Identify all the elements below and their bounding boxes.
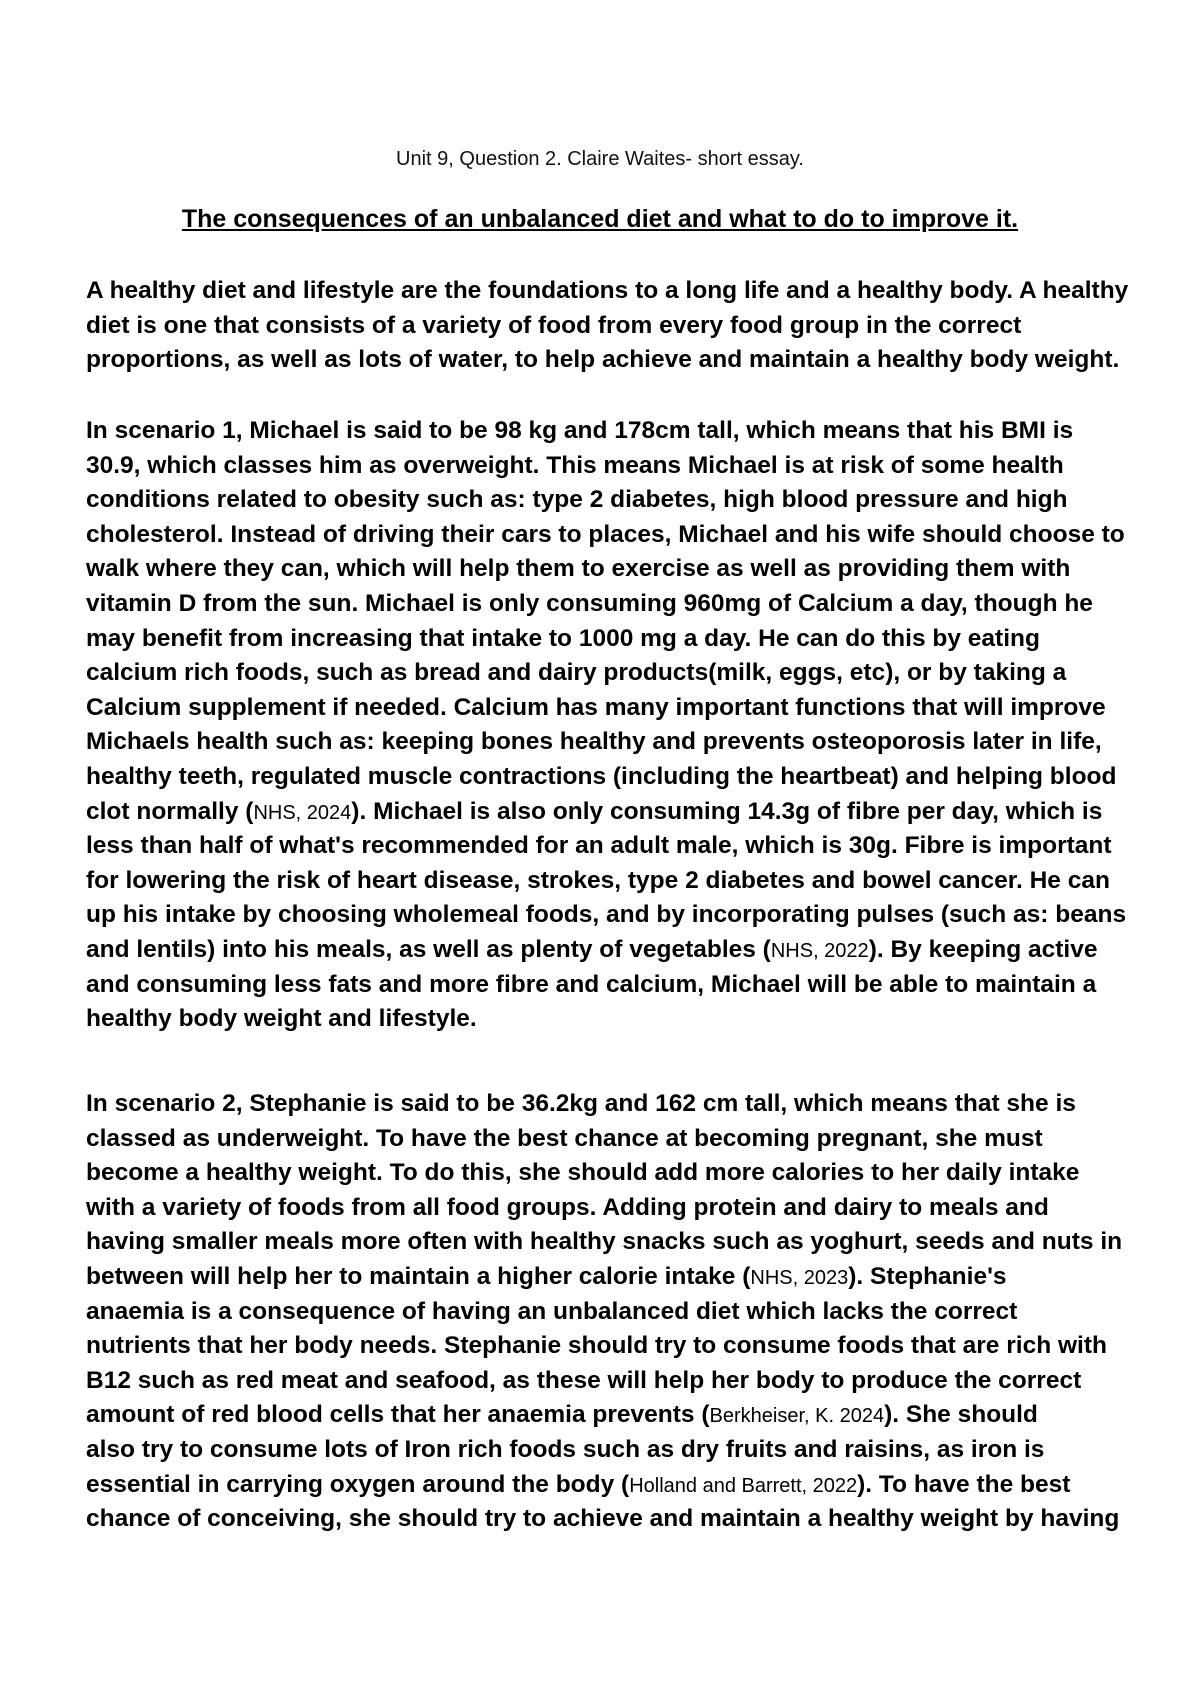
text-segment: diet is one that consists of a variety of food from every food group in the correct — [86, 311, 1022, 339]
text-segment: may benefit from increasing that intake to 1000 mg a day. He can do this by eating — [86, 624, 1040, 652]
text-segment: clot normally ( — [86, 797, 254, 825]
text-segment: essential in carrying oxygen around the body ( — [86, 1470, 630, 1498]
text-segment: cholesterol. Instead of driving their cars to places, Michael and his wife should choose to — [86, 520, 1125, 548]
text-line — [86, 587, 1146, 622]
text-segment: having smaller meals more often with healthy snacks such as yoghurt, seeds and nuts in — [86, 1228, 1123, 1256]
paragraph-scenario-2 — [86, 1087, 1146, 1537]
text-line — [86, 1087, 1146, 1122]
text-segment: with a variety of foods from all food groups. Adding protein and dairy to meals and — [86, 1193, 1049, 1221]
text-segment: ). By keeping active — [868, 935, 1098, 963]
text-segment: amount of red blood cells that her anaemia prevents ( — [86, 1401, 710, 1429]
text-segment: less than half of what's recommended for an adult male, which is 30g. Fibre is important — [86, 832, 1112, 860]
text-line — [86, 1002, 1146, 1037]
text-line — [86, 968, 1146, 1003]
citation: NHS, 2023 — [750, 1266, 849, 1289]
text-segment: Michaels health such as: keeping bones healthy and prevents osteoporosis later in life, — [86, 728, 1102, 756]
text-segment: walk where they can, which will help them to exercise as well as providing them with — [86, 555, 1071, 583]
text-line — [86, 760, 1146, 795]
text-line — [86, 725, 1146, 760]
text-line — [86, 795, 1146, 830]
text-segment: for lowering the risk of heart disease, strokes, type 2 diabetes and bowel cancer. He can — [86, 866, 1110, 894]
text-line — [86, 518, 1146, 553]
text-segment: between will help her to maintain a higher calorie intake ( — [86, 1262, 751, 1290]
text-segment: ). She should — [884, 1401, 1038, 1429]
text-segment: anaemia is a consequence of having an unbalanced diet which lacks the correct — [86, 1297, 1018, 1325]
text-segment: up his intake by choosing wholemeal foods, and by incorporating pulses (such as: beans — [86, 901, 1127, 929]
text-segment: calcium rich foods, such as bread and dairy products(milk, eggs, etc), or by taking a — [86, 659, 1067, 687]
essay-title: The consequences of an unbalanced diet and what to do to improve it. — [181, 205, 1019, 233]
citation: NHS, 2024 — [253, 801, 352, 824]
text-segment: and consuming less fats and more fibre and calcium, Michael will be able to maintain a — [86, 970, 1097, 998]
text-line — [86, 1364, 1146, 1399]
paragraph-intro — [86, 274, 1146, 378]
text-segment: A healthy diet and lifestyle are the foundations to a long life and a healthy body. A healthy — [86, 277, 1129, 304]
text-line — [86, 449, 1146, 484]
text-line — [86, 898, 1146, 933]
text-line — [86, 274, 1146, 309]
text-segment: vitamin D from the sun. Michael is only consuming 960mg of Calcium a day, though he — [86, 589, 1093, 617]
text-segment: also try to consume lots of Iron rich foods such as dry fruits and raisins, as iron is — [86, 1435, 1045, 1463]
text-segment: healthy body weight and lifestyle. — [86, 1005, 477, 1033]
text-line — [86, 1468, 1146, 1503]
citation: Holland and Barrett, 2022 — [629, 1474, 858, 1497]
text-line — [86, 414, 1146, 449]
text-line — [86, 483, 1146, 518]
text-segment: B12 such as red meat and seafood, as these will help her body to produce the correct — [86, 1366, 1082, 1394]
text-line — [86, 1225, 1146, 1260]
text-line — [86, 933, 1146, 968]
text-segment: In scenario 1, Michael is said to be 98 kg and 178cm tall, which means that his BMI is — [86, 417, 1074, 444]
text-segment: ). To have the best — [857, 1470, 1071, 1498]
text-segment: ). Stephanie's — [848, 1262, 1007, 1290]
text-line — [86, 552, 1146, 587]
text-line — [86, 829, 1146, 864]
text-line — [86, 656, 1146, 691]
citation: NHS, 2022 — [770, 939, 869, 962]
paragraph-scenario-1 — [86, 414, 1146, 1037]
text-line — [86, 622, 1146, 657]
text-segment: classed as underweight. To have the best chance at becoming pregnant, she must — [86, 1124, 1043, 1152]
text-line — [86, 1295, 1146, 1330]
text-line — [86, 1191, 1146, 1226]
text-line — [86, 691, 1146, 726]
text-line — [86, 1329, 1146, 1364]
text-line — [86, 1502, 1146, 1537]
text-segment: nutrients that her body needs. Stephanie should try to consume foods that are rich with — [86, 1332, 1107, 1360]
text-segment: chance of conceiving, she should try to achieve and maintain a healthy weight by having — [86, 1505, 1120, 1533]
text-line — [86, 309, 1146, 344]
text-segment: ). Michael is also only consuming 14.3g of fibre per day, which is — [351, 797, 1103, 825]
text-line — [86, 1398, 1146, 1433]
text-segment: healthy teeth, regulated muscle contractions (including the heartbeat) and helping blood — [86, 762, 1117, 790]
citation: Berkheiser, K. 2024 — [709, 1405, 885, 1428]
document-subtitle: Unit 9, Question 2. Claire Waites- short essay. — [396, 148, 804, 170]
text-segment: proportions, as well as lots of water, to help achieve and maintain a healthy body weight. — [86, 346, 1120, 374]
text-segment: conditions related to obesity such as: type 2 diabetes, high blood pressure and high — [86, 486, 1068, 514]
text-line — [86, 1156, 1146, 1191]
text-line — [86, 343, 1146, 378]
text-segment: In scenario 2, Stephanie is said to be 36.2kg and 162 cm tall, which means that she is — [86, 1090, 1076, 1117]
text-line — [86, 1122, 1146, 1157]
text-segment: become a healthy weight. To do this, she should add more calories to her daily intake — [86, 1159, 1080, 1187]
text-line — [86, 864, 1146, 899]
text-line — [86, 1433, 1146, 1468]
text-line — [86, 1260, 1146, 1295]
text-segment: 30.9, which classes him as overweight. This means Michael is at risk of some health — [86, 451, 1064, 479]
text-segment: and lentils) into his meals, as well as plenty of vegetables ( — [86, 935, 771, 963]
text-segment: Calcium supplement if needed. Calcium has many important functions that will improve — [86, 693, 1106, 721]
